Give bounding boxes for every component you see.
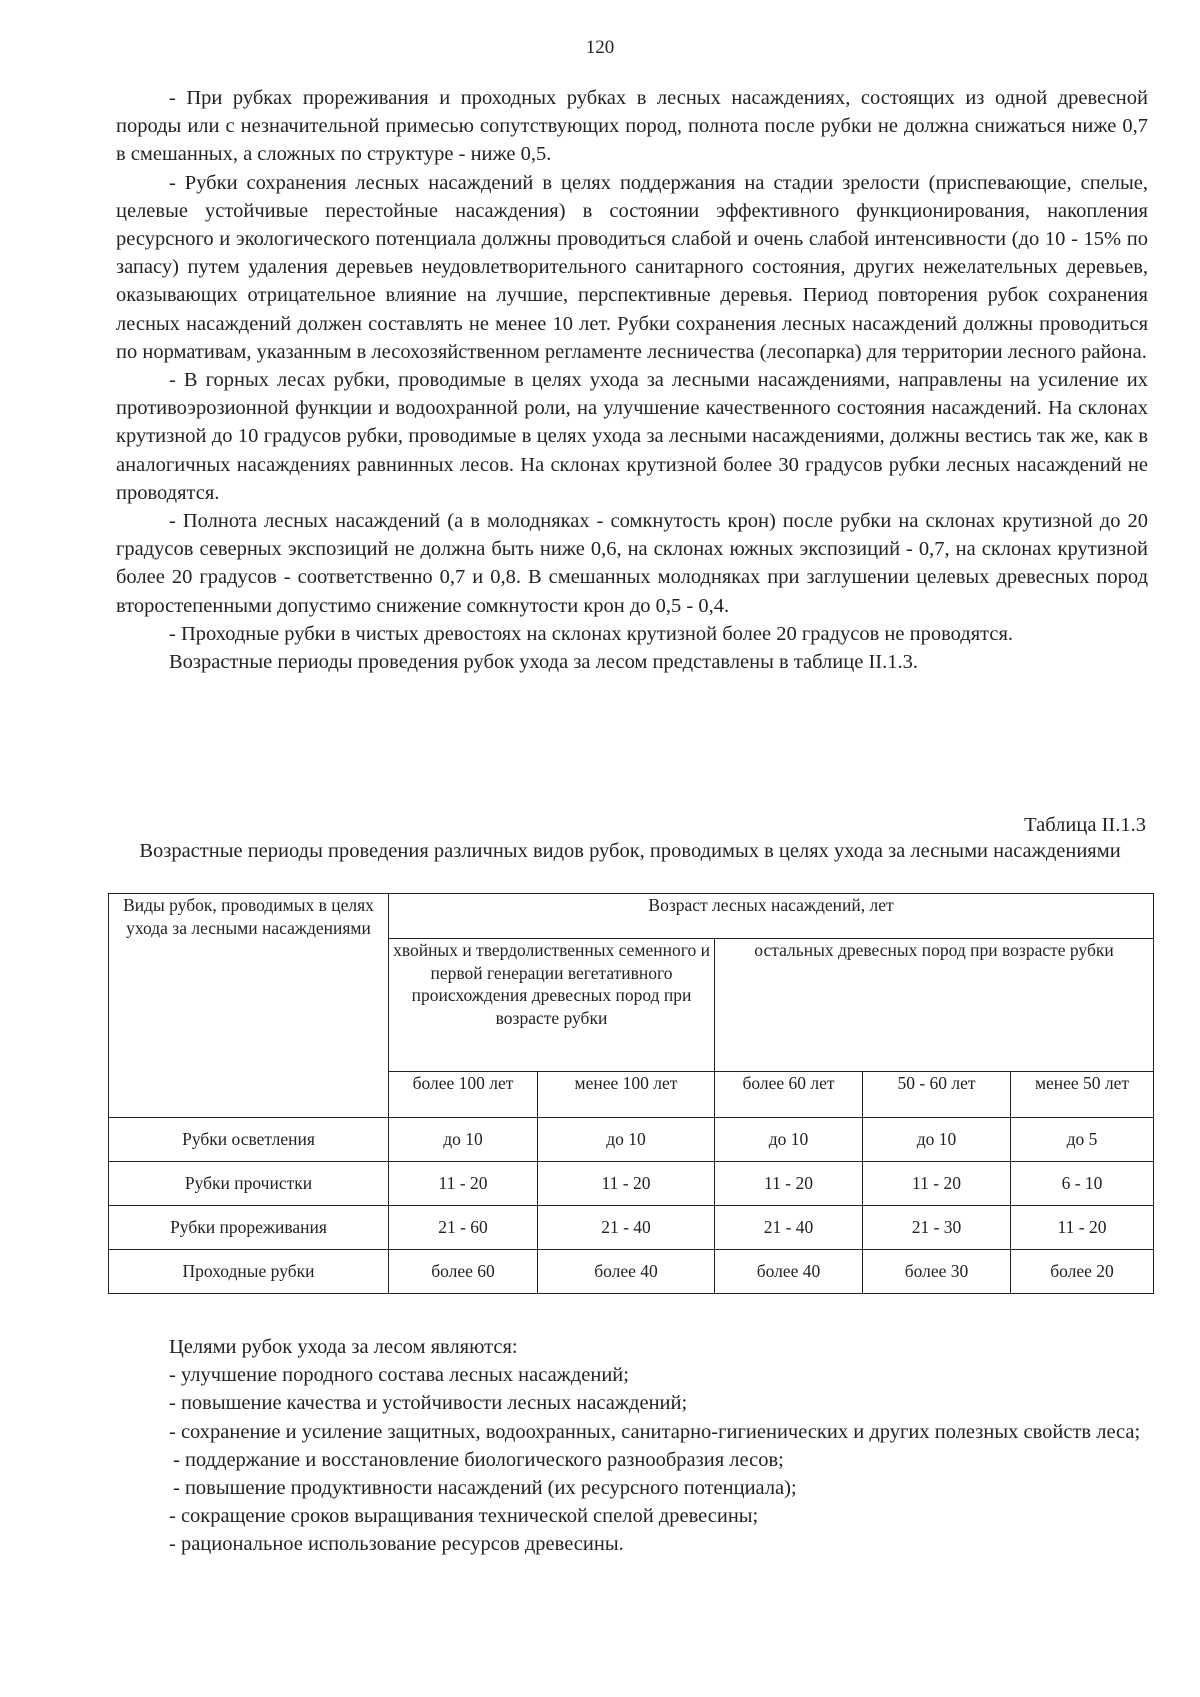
column-header: 50 - 60 лет (863, 1072, 1011, 1118)
table-cell: до 5 (1011, 1118, 1154, 1162)
table-cell: более 40 (538, 1250, 715, 1294)
table-cell: 11 - 20 (715, 1162, 863, 1206)
table-cell: 11 - 20 (389, 1162, 538, 1206)
table-label: Таблица II.1.3 (1024, 814, 1146, 836)
body-text-top (116, 84, 1148, 676)
column-header: более 100 лет (389, 1072, 538, 1118)
column-header: менее 50 лет (1011, 1072, 1154, 1118)
list-item: - поддержание и восстановление биологического разнообразия лесов; (173, 1448, 784, 1471)
list-item: - улучшение породного состава лесных насаждений; (169, 1364, 629, 1387)
paragraph: - Полнота лесных насаждений (а в молодняках - сомкнутость крон) после рубки на склонах крутизной до 20 градусов северных экспозиций не должна быть ниже 0,6, на склонах южных экспозиций - 0,7, на склонах крутизной более 20 градусов - соответственно 0,7 и 0,8. В смешанных молодняках при заглушении целевых древесных пород второстепенными допустимо снижение сомкнутости крон до 0,5 - 0,4. (116, 510, 1148, 617)
paragraph: - При рубках прореживания и проходных рубках в лесных насаждениях, состоящих из одной древесной породы или с незначительной примесью сопутствующих пород, полнота после рубки не должна снижаться ниже 0,7 в смешанных, а сложных по структуре - ниже 0,5. (116, 87, 1148, 166)
table-cell: 21 - 30 (863, 1206, 1011, 1250)
list-item: - повышение продуктивности насаждений (их ресурсного потенциала); (173, 1477, 797, 1500)
table-cell: 21 - 60 (389, 1206, 538, 1250)
table-cell: более 40 (715, 1250, 863, 1294)
main-header: Возраст лесных насаждений, лет (389, 894, 1154, 939)
row-name: Рубки осветления (109, 1118, 389, 1162)
list-item: - повышение качества и устойчивости лесных насаждений; (169, 1392, 688, 1415)
paragraph: - Проходные рубки в чистых древостоях на склонах крутизной более 20 градусов не проводятся. (169, 622, 1014, 645)
list-item: - сокращение сроков выращивания технической спелой древесины; (169, 1505, 759, 1528)
table-cell: 11 - 20 (863, 1162, 1011, 1206)
table-row (109, 1162, 1154, 1206)
row-name: Рубки прочистки (109, 1162, 389, 1206)
table-title: Возрастные периоды проведения различных видов рубок, проводимых в целях ухода за лесными насаждениями (139, 840, 1121, 862)
page-number: 120 (585, 37, 615, 58)
table-cell: более 30 (863, 1250, 1011, 1294)
list-item: - сохранение и усиление защитных, водоохранных, санитарно-гигиенических и других полезных свойств леса; (169, 1420, 1141, 1443)
table-cell: 11 - 20 (538, 1162, 715, 1206)
table-cell: 11 - 20 (1011, 1206, 1154, 1250)
table-row (109, 1250, 1154, 1294)
table-cell: 21 - 40 (538, 1206, 715, 1250)
table-cell: более 60 (389, 1250, 538, 1294)
table-header-row (109, 894, 1154, 939)
row-name: Проходные рубки (109, 1250, 389, 1294)
row-name: Рубки прореживания (109, 1206, 389, 1250)
table-cell: до 10 (389, 1118, 538, 1162)
table-cell: до 10 (538, 1118, 715, 1162)
table-cell: более 20 (1011, 1250, 1154, 1294)
table-cell: 6 - 10 (1011, 1162, 1154, 1206)
group-header-conifer: хвойных и твердолиственных семенного и первой генерации вегетативного происхождения древесных пород при возрасте рубки (389, 939, 715, 1072)
paragraph: - Рубки сохранения лесных насаждений в целях поддержания на стадии зрелости (приспевающие, спелые, целевые устойчивые перестойные насаждения) в состоянии эффективного функционирования, накопления ресурсного и экологического потенциала должны проводиться слабой и очень слабой интенсивности (до 10 - 15% по запасу) путем удаления деревьев неудовлетворительного санитарного состояния, других нежелательных деревьев, оказывающих отрицательное влияние на лучшие, перспективные деревья. Период повторения рубок сохранения лесных насаждений должен составлять не менее 10 лет. Рубки сохранения лесных насаждений должны проводиться по нормативам, указанным в лесохозяйственном регламенте лесничества (лесопарка) для территории лесного района. (116, 171, 1148, 363)
first-column-header: Виды рубок, проводимых в целях ухода за лесными насаждениями (109, 894, 389, 1118)
table-cell: до 10 (863, 1118, 1011, 1162)
group-header-other: остальных древесных пород при возрасте рубки (715, 939, 1154, 1072)
goals-intro: Целями рубок ухода за лесом являются: (169, 1336, 518, 1358)
table-cell: 21 - 40 (715, 1206, 863, 1250)
paragraph: - В горных лесах рубки, проводимые в целях ухода за лесными насаждениями, направлены на усиление их противоэрозионной функции и водоохранной роли, на улучшение качественного состояния насаждений. На склонах крутизной до 10 градусов рубки, проводимые в целях ухода за лесными насаждениями, должны вестись так же, как в аналогичных насаждениях равнинных лесов. На склонах крутизной более 30 градусов рубки лесных насаждений не проводятся. (116, 369, 1148, 504)
column-header: более 60 лет (715, 1072, 863, 1118)
body-text-bottom (116, 1333, 1148, 1559)
age-periods-table (108, 893, 1154, 1294)
table-cell: до 10 (715, 1118, 863, 1162)
column-header: менее 100 лет (538, 1072, 715, 1118)
list-item: - рациональное использование ресурсов древесины. (169, 1533, 624, 1556)
table-row (109, 1206, 1154, 1250)
table-row (109, 1118, 1154, 1162)
paragraph: Возрастные периоды проведения рубок ухода за лесом представлены в таблице II.1.3. (169, 651, 918, 674)
